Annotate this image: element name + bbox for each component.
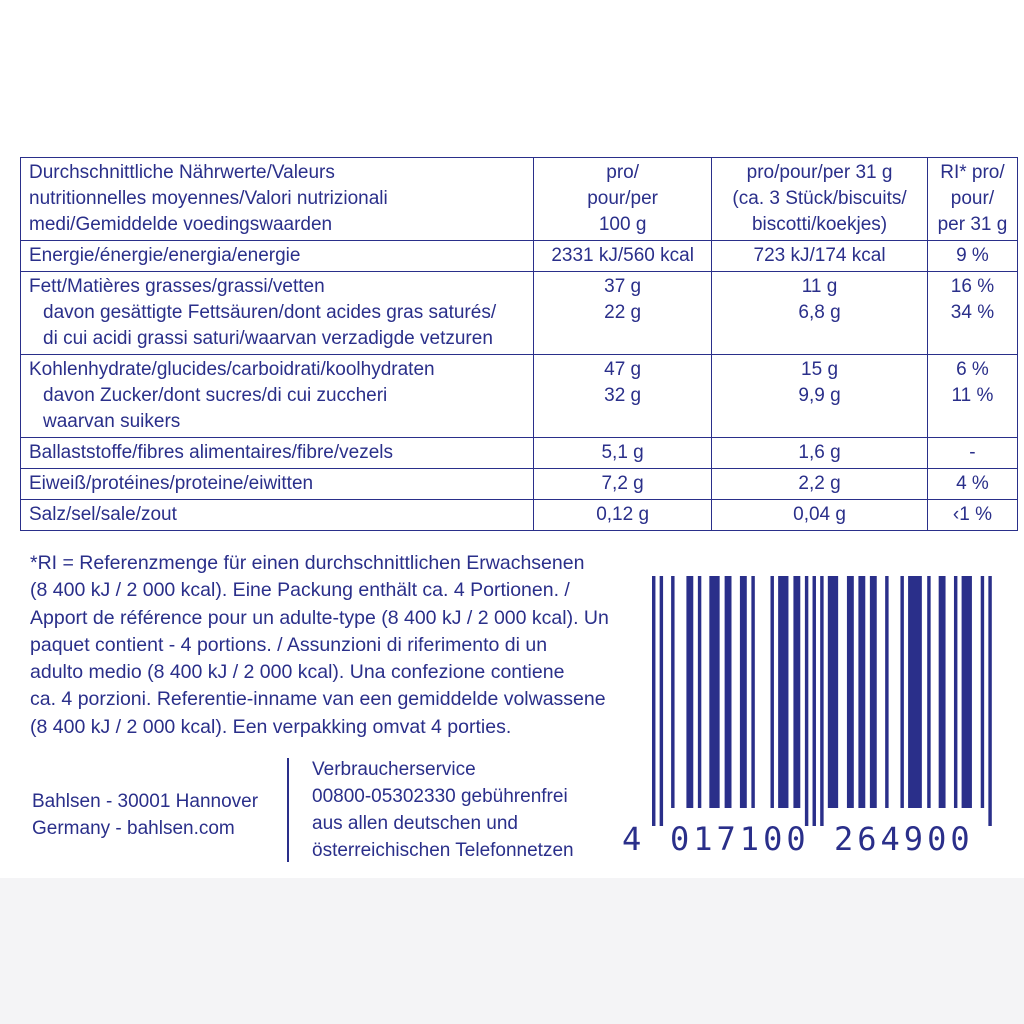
barcode-bars [652, 576, 996, 826]
row-sublabel-text: di cui acidi grassi saturi/waarvan verzadigde vetzuren [43, 328, 493, 349]
footnote-line: *RI = Referenzmenge für einen durchschnittlichen Erwachsenen [30, 552, 585, 574]
footnote-line: (8 400 kJ / 2 000 kcal). Eine Packung enthält ca. 4 Portionen. / [30, 579, 570, 602]
header-text: medi/Gemiddelde voedingswaarden [29, 214, 333, 235]
header-text: Durchschnittliche Nährwerte/Valeurs [29, 162, 335, 183]
row-sublabel-text: davon Zucker/dont sucres/di cui zuccheri [43, 385, 388, 406]
table-header-row [21, 158, 1018, 241]
header-nutrients [21, 158, 534, 241]
barcode-bar [751, 576, 754, 808]
value-per-100g: 5,1 g [534, 438, 712, 469]
value-text: 11 % [951, 385, 994, 406]
value-per-31g: 723 kJ/174 kcal [712, 241, 928, 272]
value-per-31g: 1,6 g [712, 438, 928, 469]
barcode-bar [740, 576, 747, 808]
barcode-bar [813, 576, 816, 826]
barcode-bar [981, 576, 984, 808]
barcode-bar [778, 576, 788, 808]
value-per-100g: 2331 kJ/560 kcal [534, 241, 712, 272]
barcode-bar [686, 576, 693, 808]
service-line: aus allen deutschen und [312, 813, 518, 834]
value-ri [927, 272, 1017, 355]
value-text: 11 g [801, 276, 838, 297]
consumer-service [312, 756, 612, 864]
barcode-digit-first: 4 [622, 820, 646, 858]
barcode-bar [698, 576, 701, 808]
header-text: pour/ [950, 188, 995, 209]
row-label: Ballaststoffe/fibres alimentaires/fibre/vezels [21, 438, 534, 469]
row-label: Eiweiß/protéines/proteine/eiwitten [21, 469, 534, 500]
row-label-text: Fett/Matières grasses/grassi/vetten [29, 276, 325, 297]
barcode-bar [828, 576, 838, 808]
value-text: 6,8 g [798, 302, 841, 323]
barcode-bar [908, 576, 922, 808]
barcode-bar [770, 576, 773, 808]
company-line: Germany - bahlsen.com [32, 818, 235, 839]
footnote-line: paquet contient - 4 portions. / Assunzioni di riferimento di un [30, 633, 548, 656]
footnote-line: (8 400 kJ / 2 000 kcal). Een verpakking omvat 4 porties. [30, 715, 512, 738]
divider [287, 758, 289, 862]
value-text: 34 % [950, 302, 995, 323]
header-text: pro/pour/per 31 g [746, 162, 893, 183]
header-text: per 31 g [937, 214, 1008, 235]
value-text: 22 g [604, 302, 642, 323]
barcode-bar [671, 576, 674, 808]
value-per-100g: 7,2 g [534, 469, 712, 500]
barcode-bar [870, 576, 877, 808]
value-ri: - [927, 438, 1017, 469]
service-line: Verbraucherservice [312, 759, 476, 780]
row-label: Energie/énergie/energia/energie [21, 241, 534, 272]
value-text: 15 g [801, 359, 839, 380]
header-text: biscotti/koekjes) [751, 214, 888, 235]
header-text: RI* pro/ [940, 162, 1005, 183]
service-line: 00800-05302330 gebührenfrei [312, 786, 568, 807]
value-ri: ‹1 % [927, 500, 1017, 531]
barcode-bar [858, 576, 865, 808]
value-per-100g [534, 355, 712, 438]
header-per-31g [712, 158, 928, 241]
value-text: 6 % [956, 359, 989, 380]
barcode-digits [622, 820, 996, 858]
footnote-line: Apport de référence pour un adulte-type (8 400 kJ / 2 000 kcal). Un [30, 606, 609, 629]
value-ri: 4 % [927, 469, 1017, 500]
header-ri [927, 158, 1017, 241]
table-row-energy [21, 241, 1018, 272]
value-text: 9,9 g [798, 385, 841, 406]
barcode-bar [793, 576, 800, 808]
value-per-31g: 0,04 g [712, 500, 928, 531]
table-row-carbohydrates [21, 355, 1018, 438]
header-text: pour/per [587, 188, 659, 209]
header-text: pro/ [606, 162, 639, 183]
barcode-bar [939, 576, 946, 808]
table-row-protein [21, 469, 1018, 500]
barcode-bar [820, 576, 823, 826]
barcode-bar [847, 576, 854, 808]
ri-footnote [30, 550, 610, 741]
row-sublabel-text: davon gesättigte Fettsäuren/dont acides gras saturés/ [43, 302, 497, 323]
barcode-bar [725, 576, 732, 808]
value-per-31g: 2,2 g [712, 469, 928, 500]
table-row-fibre [21, 438, 1018, 469]
value-ri: 9 % [927, 241, 1017, 272]
footnote-line: adulto medio (8 400 kJ / 2 000 kcal). Una confezione contiene [30, 661, 565, 684]
background-strip [0, 878, 1024, 1024]
barcode-bar [660, 576, 663, 826]
row-label [21, 355, 534, 438]
barcode-bar [900, 576, 903, 808]
value-text: 47 g [604, 359, 642, 380]
service-line: österreichischen Telefonnetzen [312, 840, 574, 861]
row-label: Salz/sel/sale/zout [21, 500, 534, 531]
value-per-100g [534, 272, 712, 355]
nutrition-table [20, 157, 1018, 531]
table-row-salt [21, 500, 1018, 531]
value-text: 37 g [604, 276, 642, 297]
header-per-100g [534, 158, 712, 241]
value-per-100g: 0,12 g [534, 500, 712, 531]
header-text: 100 g [598, 214, 647, 235]
table-row-fat [21, 272, 1018, 355]
barcode-bar [927, 576, 930, 808]
row-label-text: Kohlenhydrate/glucides/carboidrati/koolhydraten [29, 359, 435, 380]
row-sublabel-text: waarvan suikers [43, 411, 181, 432]
barcode-bar [709, 576, 719, 808]
header-text: nutritionnelles moyennes/Valori nutrizionali [29, 188, 388, 209]
barcode-bar [652, 576, 655, 826]
barcode-bar [954, 576, 957, 808]
barcode-bar [805, 576, 808, 826]
barcode-bar [885, 576, 888, 808]
barcode-bar [988, 576, 991, 826]
row-label [21, 272, 534, 355]
company-line: Bahlsen - 30001 Hannover [32, 791, 259, 812]
barcode-digits-right: 264900 [834, 820, 974, 858]
value-ri [927, 355, 1017, 438]
barcode [622, 576, 996, 858]
value-per-31g [712, 355, 928, 438]
company-address [32, 788, 282, 842]
barcode-bar [962, 576, 972, 808]
header-text: (ca. 3 Stück/biscuits/ [732, 188, 907, 209]
value-per-31g [712, 272, 928, 355]
value-text: 32 g [604, 385, 642, 406]
footnote-line: ca. 4 porzioni. Referentie-inname van een gemiddelde volwassene [30, 688, 606, 711]
barcode-digits-left: 017100 [670, 820, 810, 858]
value-text: 16 % [950, 276, 995, 297]
